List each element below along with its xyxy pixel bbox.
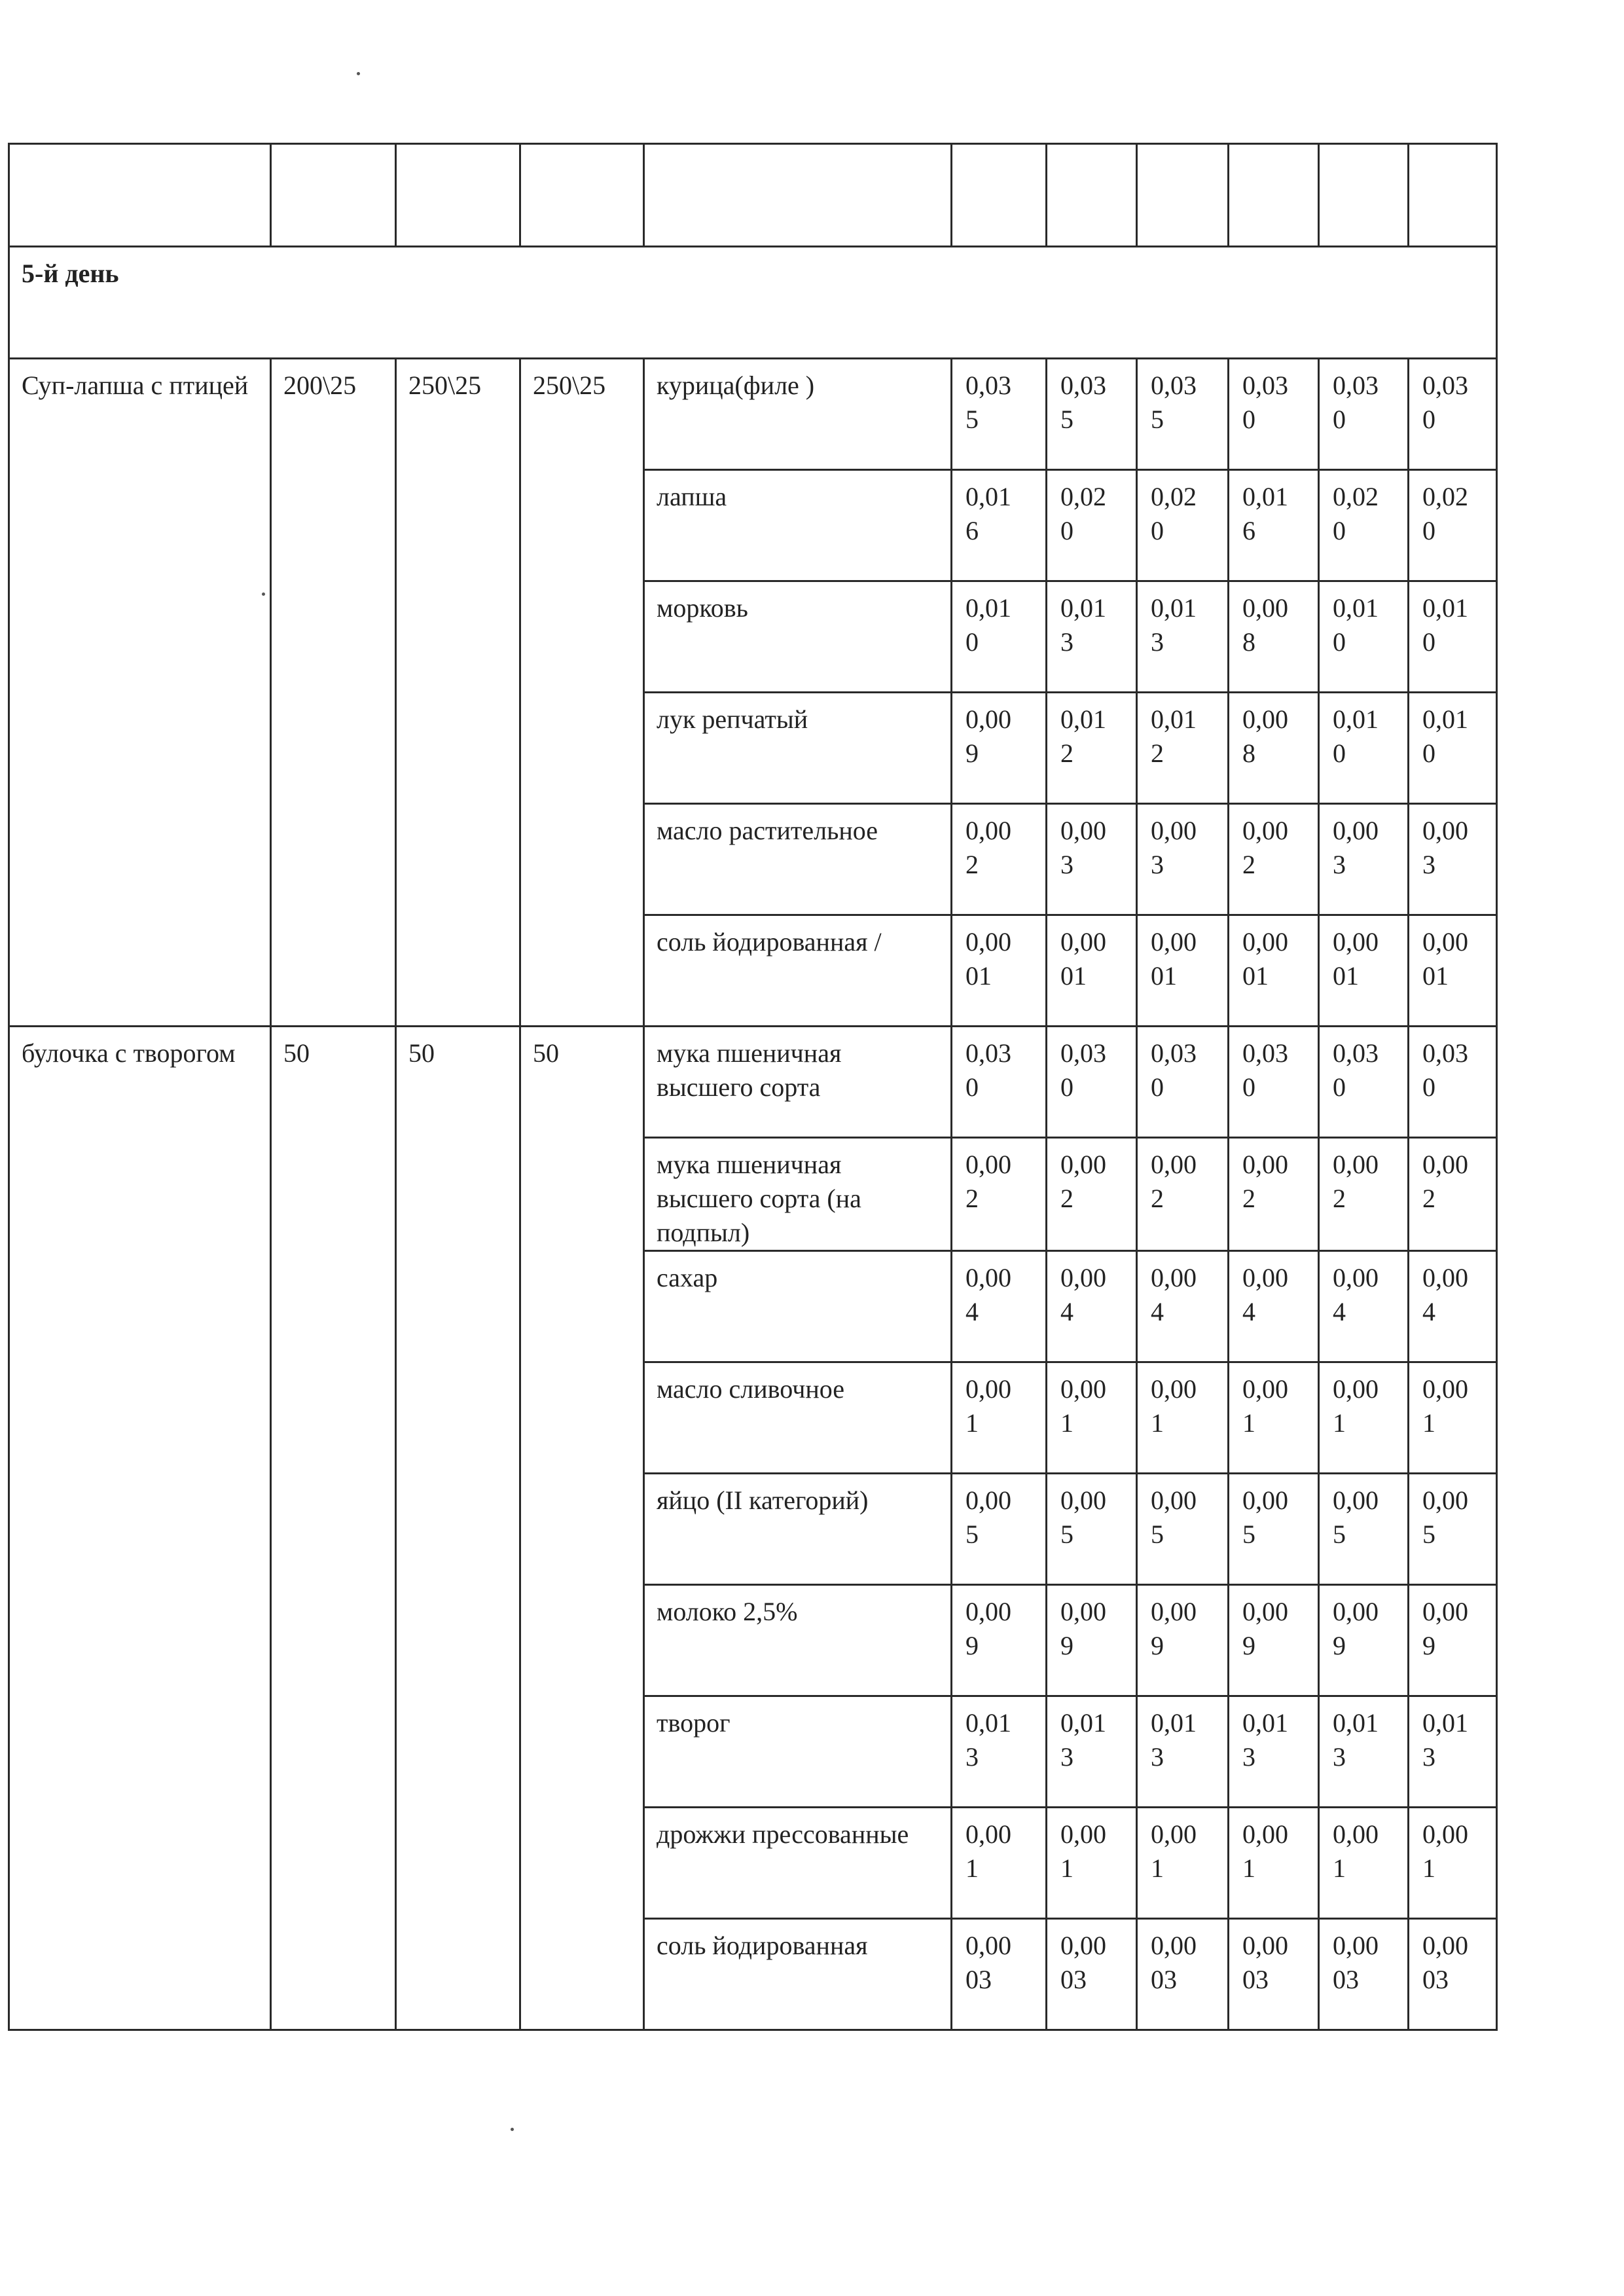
quantity-cell (1409, 1474, 1497, 1585)
quantity-value: 0,012 (1151, 704, 1197, 768)
quantity-value: 0,004 (1242, 1263, 1288, 1326)
quantity-cell (1229, 470, 1319, 581)
quantity-value: 0,002 (1151, 1150, 1197, 1213)
quantity-value: 0,009 (965, 704, 1011, 768)
header-row (9, 144, 1497, 247)
quantity-value: 0,030 (1151, 1038, 1197, 1102)
header-cell (1137, 144, 1229, 247)
quantity-value: 0,002 (1422, 1150, 1468, 1213)
ingredient-row (9, 359, 1497, 470)
day-row (9, 247, 1497, 359)
quantity-cell (1229, 1362, 1319, 1474)
quantity-value: 0,0003 (1333, 1931, 1379, 1994)
quantity-cell (952, 1696, 1047, 1808)
quantity-cell (1319, 1362, 1409, 1474)
quantity-value: 0,009 (1151, 1597, 1197, 1660)
portion-cell: 200\25 (271, 359, 396, 1027)
quantity-cell (1409, 359, 1497, 470)
quantity-cell (952, 1919, 1047, 2030)
quantity-cell (1137, 1585, 1229, 1696)
quantity-cell (952, 1808, 1047, 1919)
quantity-value: 0,008 (1242, 704, 1288, 768)
quantity-cell (952, 915, 1047, 1027)
quantity-value: 0,0001 (965, 927, 1011, 991)
quantity-cell (1137, 1474, 1229, 1585)
quantity-value: 0,0001 (1060, 927, 1106, 991)
quantity-value: 0,001 (1060, 1374, 1106, 1438)
quantity-value: 0,0003 (965, 1931, 1011, 1994)
quantity-cell (1047, 1808, 1137, 1919)
quantity-cell (1047, 1251, 1137, 1362)
quantity-cell (1047, 1027, 1137, 1138)
quantity-cell (1047, 693, 1137, 804)
quantity-value: 0,001 (965, 1374, 1011, 1438)
quantity-cell (1137, 1696, 1229, 1808)
quantity-value: 0,001 (1151, 1374, 1197, 1438)
quantity-value: 0,0003 (1242, 1931, 1288, 1994)
quantity-value: 0,0001 (1151, 927, 1197, 991)
quantity-cell (1229, 1027, 1319, 1138)
quantity-cell (1047, 1138, 1137, 1251)
quantity-value: 0,013 (1422, 1708, 1468, 1772)
ingredient-name: сахар (644, 1251, 952, 1362)
quantity-value: 0,008 (1242, 593, 1288, 657)
quantity-cell (1319, 1585, 1409, 1696)
quantity-cell (1229, 915, 1319, 1027)
quantity-value: 0,004 (1422, 1263, 1468, 1326)
dish-name: Суп-лапша с птицей (9, 359, 271, 1027)
ingredient-name: молоко 2,5% (644, 1585, 952, 1696)
quantity-cell (1047, 804, 1137, 915)
quantity-value: 0,005 (1060, 1485, 1106, 1549)
quantity-value: 0,005 (1333, 1485, 1379, 1549)
ingredient-name: лапша (644, 470, 952, 581)
quantity-value: 0,035 (965, 371, 1011, 434)
quantity-cell (1137, 1808, 1229, 1919)
quantity-value: 0,010 (965, 593, 1011, 657)
ingredient-name: мука пшеничная высшего сорта (644, 1027, 952, 1138)
quantity-cell (1047, 1919, 1137, 2030)
quantity-value: 0,030 (1060, 1038, 1106, 1102)
quantity-value: 0,0003 (1422, 1931, 1468, 1994)
quantity-cell (1137, 693, 1229, 804)
quantity-cell (1409, 581, 1497, 693)
header-cell (1229, 144, 1319, 247)
quantity-value: 0,0001 (1333, 927, 1379, 991)
quantity-value: 0,013 (1242, 1708, 1288, 1772)
quantity-value: 0,004 (1060, 1263, 1106, 1326)
quantity-value: 0,002 (1242, 816, 1288, 879)
quantity-value: 0,020 (1333, 482, 1379, 545)
quantity-value: 0,013 (1060, 1708, 1106, 1772)
header-cell (520, 144, 644, 247)
quantity-cell (1319, 1138, 1409, 1251)
ingredient-name: соль йодированная (644, 1919, 952, 2030)
quantity-value: 0,001 (1242, 1819, 1288, 1883)
quantity-value: 0,002 (1060, 1150, 1106, 1213)
quantity-value: 0,013 (1151, 593, 1197, 657)
quantity-value: 0,004 (1333, 1263, 1379, 1326)
quantity-value: 0,0001 (1422, 927, 1468, 991)
quantity-cell (952, 1585, 1047, 1696)
quantity-value: 0,005 (1422, 1485, 1468, 1549)
ingredient-name: морковь (644, 581, 952, 693)
quantity-cell (1409, 1362, 1497, 1474)
quantity-value: 0,016 (1242, 482, 1288, 545)
quantity-cell (1409, 1919, 1497, 2030)
menu-table (8, 143, 1498, 2031)
header-cell (644, 144, 952, 247)
quantity-cell (952, 693, 1047, 804)
quantity-cell (1409, 804, 1497, 915)
ingredient-name: курица(филе ) (644, 359, 952, 470)
quantity-cell (952, 1138, 1047, 1251)
quantity-value: 0,005 (1242, 1485, 1288, 1549)
quantity-value: 0,001 (965, 1819, 1011, 1883)
quantity-value: 0,003 (1151, 816, 1197, 879)
quantity-value: 0,001 (1060, 1819, 1106, 1883)
quantity-value: 0,030 (1333, 371, 1379, 434)
quantity-cell (1319, 1696, 1409, 1808)
header-cell (1047, 144, 1137, 247)
quantity-value: 0,009 (1422, 1597, 1468, 1660)
quantity-value: 0,009 (1242, 1597, 1288, 1660)
quantity-value: 0,005 (1151, 1485, 1197, 1549)
quantity-value: 0,0003 (1060, 1931, 1106, 1994)
quantity-cell (952, 804, 1047, 915)
quantity-cell (1137, 1027, 1229, 1138)
quantity-value: 0,010 (1333, 704, 1379, 768)
ingredient-name: масло растительное (644, 804, 952, 915)
quantity-cell (1409, 1027, 1497, 1138)
quantity-cell (1229, 1138, 1319, 1251)
ingredient-name: масло сливочное (644, 1362, 952, 1474)
quantity-value: 0,003 (1333, 816, 1379, 879)
portion-cell: 50 (396, 1027, 520, 2030)
quantity-cell (1137, 1251, 1229, 1362)
quantity-cell (1319, 693, 1409, 804)
quantity-cell (1229, 1585, 1319, 1696)
quantity-cell (1047, 1362, 1137, 1474)
quantity-cell (1409, 1251, 1497, 1362)
header-cell (9, 144, 271, 247)
quantity-cell (1229, 581, 1319, 693)
scan-speck (511, 2128, 514, 2131)
quantity-value: 0,001 (1333, 1374, 1379, 1438)
quantity-value: 0,016 (965, 482, 1011, 545)
quantity-value: 0,010 (1333, 593, 1379, 657)
quantity-value: 0,035 (1151, 371, 1197, 434)
quantity-value: 0,001 (1422, 1374, 1468, 1438)
quantity-cell (1047, 1696, 1137, 1808)
quantity-cell (952, 1362, 1047, 1474)
quantity-cell (1229, 1808, 1319, 1919)
ingredient-name: лук репчатый (644, 693, 952, 804)
quantity-cell (1137, 581, 1229, 693)
portion-cell: 50 (520, 1027, 644, 2030)
quantity-value: 0,003 (1422, 816, 1468, 879)
header-cell (952, 144, 1047, 247)
quantity-cell (952, 1027, 1047, 1138)
quantity-value: 0,013 (1151, 1708, 1197, 1772)
quantity-value: 0,0003 (1151, 1931, 1197, 1994)
quantity-cell (1319, 1474, 1409, 1585)
quantity-value: 0,030 (1422, 1038, 1468, 1102)
quantity-value: 0,030 (1242, 371, 1288, 434)
quantity-cell (1319, 359, 1409, 470)
quantity-cell (1229, 1696, 1319, 1808)
quantity-cell (1319, 1919, 1409, 2030)
quantity-cell (1229, 1919, 1319, 2030)
quantity-cell (952, 359, 1047, 470)
header-cell (1319, 144, 1409, 247)
quantity-value: 0,002 (965, 1150, 1011, 1213)
quantity-value: 0,002 (1333, 1150, 1379, 1213)
ingredient-row (9, 1027, 1497, 1138)
quantity-cell (1409, 693, 1497, 804)
quantity-value: 0,0001 (1242, 927, 1288, 991)
quantity-value: 0,004 (965, 1263, 1011, 1326)
quantity-cell (1409, 1138, 1497, 1251)
ingredient-name: творог (644, 1696, 952, 1808)
quantity-cell (1229, 1474, 1319, 1585)
header-cell (396, 144, 520, 247)
quantity-cell (1409, 1696, 1497, 1808)
quantity-cell (1137, 359, 1229, 470)
quantity-cell (1229, 1251, 1319, 1362)
quantity-value: 0,010 (1422, 704, 1468, 768)
quantity-value: 0,020 (1060, 482, 1106, 545)
quantity-value: 0,009 (1060, 1597, 1106, 1660)
scan-speck (262, 592, 265, 596)
portion-cell: 50 (271, 1027, 396, 2030)
portion-cell: 250\25 (520, 359, 644, 1027)
quantity-value: 0,001 (1151, 1819, 1197, 1883)
quantity-value: 0,012 (1060, 704, 1106, 768)
quantity-value: 0,010 (1422, 593, 1468, 657)
quantity-value: 0,013 (965, 1708, 1011, 1772)
quantity-cell (1137, 915, 1229, 1027)
quantity-value: 0,035 (1060, 371, 1106, 434)
quantity-value: 0,001 (1333, 1819, 1379, 1883)
quantity-value: 0,002 (965, 816, 1011, 879)
quantity-cell (1047, 581, 1137, 693)
quantity-cell (1229, 693, 1319, 804)
quantity-value: 0,005 (965, 1485, 1011, 1549)
quantity-cell (1137, 1362, 1229, 1474)
portion-cell: 250\25 (396, 359, 520, 1027)
quantity-cell (1137, 1138, 1229, 1251)
quantity-cell (1047, 1474, 1137, 1585)
quantity-value: 0,001 (1422, 1819, 1468, 1883)
quantity-cell (1319, 804, 1409, 915)
ingredient-name: яйцо (II категорий) (644, 1474, 952, 1585)
quantity-value: 0,002 (1242, 1150, 1288, 1213)
quantity-cell (952, 1474, 1047, 1585)
quantity-cell (952, 470, 1047, 581)
quantity-cell (1137, 1919, 1229, 2030)
quantity-cell (1409, 470, 1497, 581)
quantity-cell (952, 581, 1047, 693)
quantity-cell (1229, 804, 1319, 915)
quantity-value: 0,030 (1333, 1038, 1379, 1102)
quantity-value: 0,013 (1333, 1708, 1379, 1772)
quantity-value: 0,030 (1422, 371, 1468, 434)
day-title: 5-й день (9, 247, 1497, 359)
ingredient-name: мука пшеничная высшего сорта (на подпыл) (644, 1138, 952, 1251)
quantity-cell (1319, 1808, 1409, 1919)
quantity-cell (1409, 1808, 1497, 1919)
quantity-value: 0,009 (965, 1597, 1011, 1660)
quantity-cell (1319, 915, 1409, 1027)
quantity-value: 0,013 (1060, 593, 1106, 657)
quantity-value: 0,030 (1242, 1038, 1288, 1102)
quantity-cell (1047, 915, 1137, 1027)
ingredient-name: соль йодированная / (644, 915, 952, 1027)
quantity-cell (1047, 359, 1137, 470)
quantity-cell (1409, 915, 1497, 1027)
quantity-value: 0,001 (1242, 1374, 1288, 1438)
quantity-cell (1319, 1251, 1409, 1362)
scan-speck (357, 72, 360, 75)
quantity-cell (1409, 1585, 1497, 1696)
ingredient-name: дрожжи прессованные (644, 1808, 952, 1919)
header-cell (1409, 144, 1497, 247)
quantity-value: 0,020 (1151, 482, 1197, 545)
quantity-cell (1047, 1585, 1137, 1696)
header-cell (271, 144, 396, 247)
quantity-cell (1319, 470, 1409, 581)
dish-name: булочка с творогом (9, 1027, 271, 2030)
quantity-value: 0,004 (1151, 1263, 1197, 1326)
quantity-cell (952, 1251, 1047, 1362)
quantity-cell (1229, 359, 1319, 470)
quantity-value: 0,003 (1060, 816, 1106, 879)
quantity-cell (1047, 470, 1137, 581)
quantity-cell (1137, 804, 1229, 915)
quantity-cell (1319, 581, 1409, 693)
quantity-value: 0,009 (1333, 1597, 1379, 1660)
quantity-value: 0,030 (965, 1038, 1011, 1102)
quantity-cell (1319, 1027, 1409, 1138)
quantity-cell (1137, 470, 1229, 581)
quantity-value: 0,020 (1422, 482, 1468, 545)
